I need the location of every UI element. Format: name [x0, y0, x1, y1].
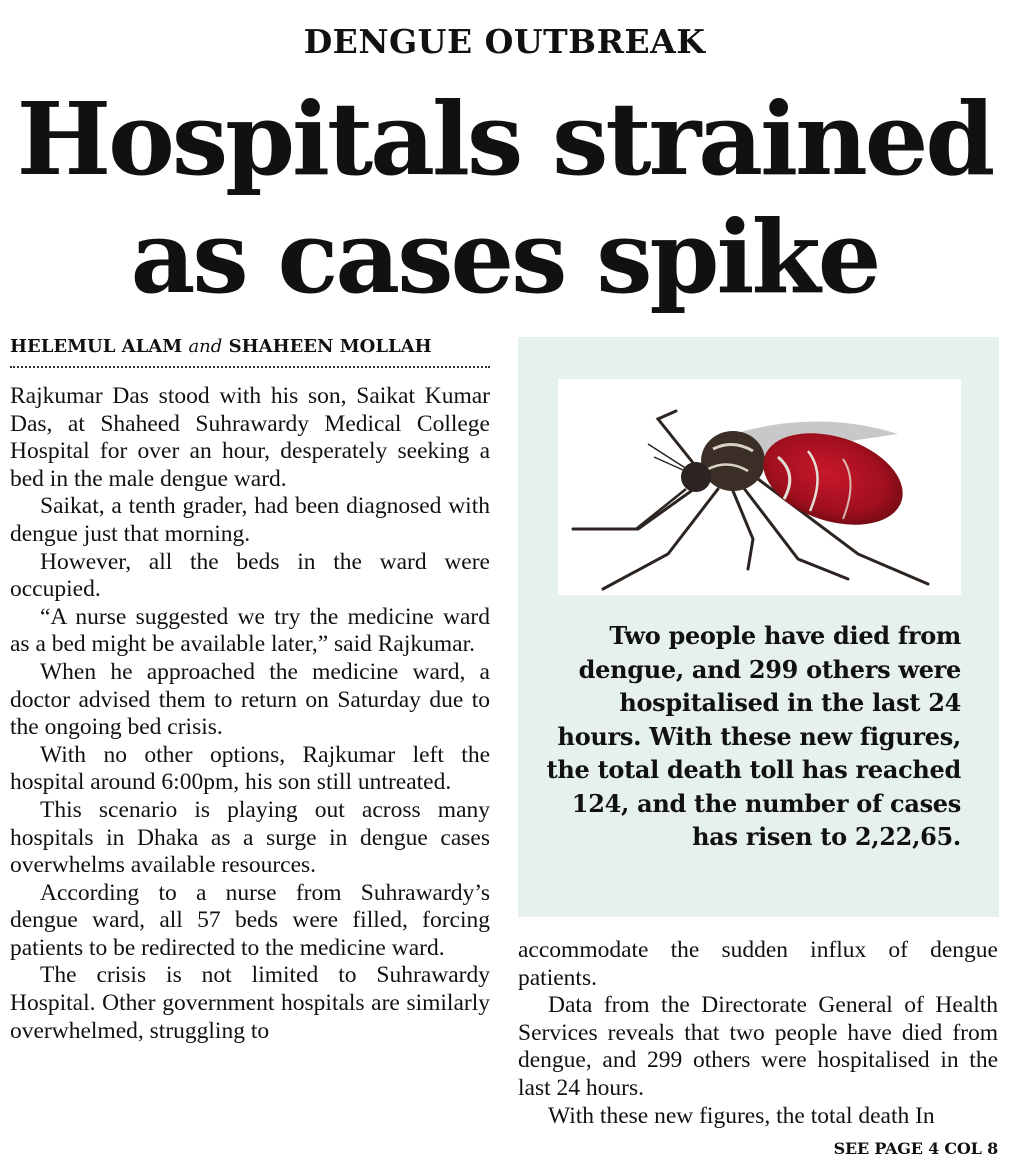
article-column-1	[10, 383, 490, 1045]
byline	[10, 336, 490, 368]
article-paragraph: Saikat, a tenth grader, had been diagnosed with dengue just that morning.	[10, 493, 490, 547]
article-paragraph: Data from the Directorate General of Health Services reveals that two people have died from dengue, and 299 others were hospitalised in the last 24 hours.	[518, 992, 998, 1101]
mosquito-image	[558, 379, 961, 595]
headline-line-1: Hospitals strained	[16, 80, 993, 198]
byline-conjunction: and	[188, 336, 223, 357]
article-paragraph: With these new figures, the total death In	[548, 1102, 935, 1129]
article-paragraph: However, all the beds in the ward were occupied.	[10, 548, 490, 603]
article-paragraph: accommodate the sudden influx of dengue patients.	[518, 937, 998, 991]
article-paragraph: According to a nurse from Suhrawardy’s dengue ward, all 57 beds were filled, forcing patients to be redirected to the medicine ward.	[10, 879, 490, 961]
jump-line: SEE PAGE 4 COL 8	[833, 1139, 998, 1158]
article-paragraph: The crisis is not limited to Suhrawardy Hospital. Other government hospitals are similarly overwhelmed, struggling to	[10, 962, 490, 1044]
sidebar-box	[518, 337, 999, 917]
headline	[0, 80, 1009, 316]
pull-quote: Two people have died from dengue, and 299 others were hospitalised in the last 24 hours. With these new figures, the total death toll has reached 124, and the number of cases has risen to 2,22,65.	[546, 621, 961, 851]
headline-line-2: as cases spike	[130, 198, 879, 316]
article-paragraph: Rajkumar Das stood with his son, Saikat Kumar Das, at Shaheed Suhrawardy Medical College Hospital for over an hour, desperately seeking a bed in the male dengue ward.	[10, 383, 490, 492]
byline-author-2: SHAHEEN MOLLAH	[228, 336, 432, 357]
article-paragraph: When he approached the medicine ward, a doctor advised them to return on Saturday due to the ongoing bed crisis.	[10, 658, 490, 741]
article-paragraph: This scenario is playing out across many hospitals in Dhaka as a surge in dengue cases overwhelms available resources.	[10, 796, 490, 879]
article-paragraph: “A nurse suggested we try the medicine ward as a bed might be available later,” said Rajkumar.	[10, 603, 490, 658]
article-column-2	[518, 937, 998, 1130]
article-paragraph: With no other options, Rajkumar left the hospital around 6:00pm, his son still untreated.	[10, 741, 490, 796]
kicker: DENGUE OUTBREAK	[303, 22, 706, 61]
byline-author-1: HELEMUL ALAM	[10, 336, 183, 357]
